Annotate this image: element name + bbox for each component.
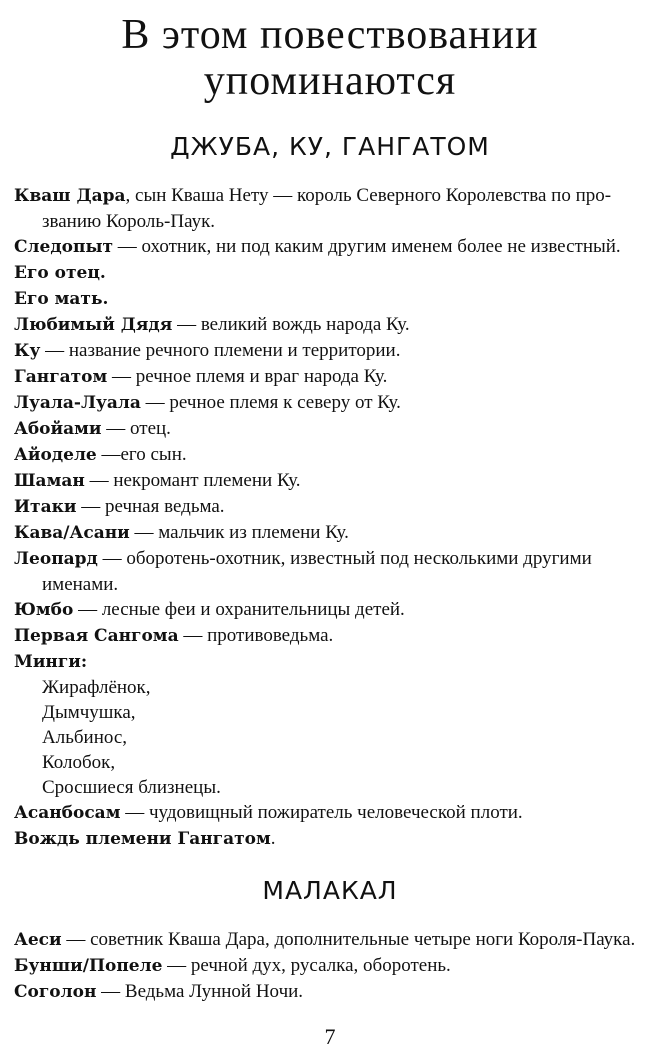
list-item — [14, 312, 650, 338]
entry-term: Его отец. — [14, 263, 106, 283]
entry-description: — название речного племени и территории. — [40, 340, 401, 361]
entry-continuation: званию Король-Паук. — [42, 211, 216, 232]
entry-description: — речной дух, русалка, оборотень. — [162, 955, 451, 976]
list-item — [14, 800, 650, 826]
entry-term: Шаман — [14, 471, 85, 491]
entry-term: Леопард — [14, 549, 98, 569]
page-title-line-1: В этом повествовании — [121, 12, 539, 58]
list-item — [14, 338, 650, 364]
entry-description: — Ведьма Лунной Ночи. — [96, 981, 304, 1002]
entry-term: Юмбо — [14, 600, 74, 620]
entry-description: — оборотень-охотник, известный под несколькими другими — [97, 548, 592, 569]
list-subitem: Жирафлёнок, — [42, 677, 151, 698]
entry-term: Первая Сангома — [14, 626, 179, 646]
entry-term: Соголон — [14, 982, 97, 1002]
entry-description: — лесные феи и охранительницы детей. — [73, 599, 405, 620]
list-subitem: Дымчушка, — [42, 702, 136, 723]
list-item — [14, 979, 650, 1005]
entry-term: Ку — [14, 341, 41, 361]
list-item — [14, 286, 650, 312]
entry-description: . — [270, 828, 276, 849]
entry-description: — охотник, ни под каким другим именем более не известный. — [113, 236, 621, 257]
page-number: 7 — [324, 1024, 336, 1049]
entry-description: — речное племя к северу от Ку. — [140, 392, 401, 413]
list-item — [14, 234, 650, 260]
entry-term: Гангатом — [14, 367, 108, 387]
entry-term: Вождь племени Гангатом — [14, 829, 271, 849]
entry-description: — речное племя и враг народа Ку. — [107, 366, 388, 387]
entry-term: Кава/Асани — [14, 523, 130, 543]
list-item — [14, 442, 650, 468]
entry-term: Аеси — [14, 930, 62, 950]
entry-description: — советник Кваша Дара, дополнительные четыре ноги Короля-Паука. — [61, 929, 636, 950]
entry-term: Любимый Дядя — [14, 315, 173, 335]
entry-term: Луала-Луала — [14, 393, 141, 413]
list-item — [14, 183, 650, 234]
entry-term: Абойами — [14, 419, 102, 439]
list-item — [14, 546, 650, 597]
entry-description: — отец. — [101, 418, 171, 439]
entry-description: — некромант племени Ку. — [84, 470, 301, 491]
entry-description: —его сын. — [96, 444, 187, 465]
entry-term: Айоделе — [14, 445, 97, 465]
list-item — [14, 520, 650, 546]
entry-term: Бунши/Попеле — [14, 956, 163, 976]
entry-term: Минги: — [14, 652, 88, 672]
entry-term: Асанбосам — [14, 803, 121, 823]
entry-description: — чудовищный пожиратель человеческой плоти. — [120, 802, 523, 823]
entry-description: — великий вождь народа Ку. — [172, 314, 410, 335]
entry-description: — мальчик из племени Ку. — [129, 522, 349, 543]
list-item — [14, 364, 650, 390]
entry-term: Кваш Дара — [14, 186, 126, 206]
list-subitem: Альбинос, — [42, 727, 128, 748]
entry-description: , сын Кваша Нету — король Северного Королевства по про- — [125, 185, 612, 206]
list-item — [14, 623, 650, 649]
entry-term: Итаки — [14, 497, 77, 517]
entry-term: Его мать. — [14, 289, 109, 309]
section-heading-malakal: МАЛАКАЛ — [262, 876, 398, 905]
section-heading-djuba-ku-gangatom: ДЖУБА, КУ, ГАНГАТОМ — [170, 132, 490, 161]
list-item — [14, 649, 650, 675]
list-item — [14, 260, 650, 286]
list-item — [14, 597, 650, 623]
list-item — [14, 390, 650, 416]
entry-continuation: именами. — [42, 574, 119, 595]
page-title-line-2: упоминаются — [203, 58, 457, 104]
list-item — [14, 953, 650, 979]
list-item — [14, 494, 650, 520]
character-list-djuba — [14, 183, 650, 852]
entry-term: Следопыт — [14, 237, 114, 257]
list-subitem: Сросшиеся близнецы. — [42, 777, 221, 798]
list-item — [14, 468, 650, 494]
entry-description: — противоведьма. — [178, 625, 334, 646]
list-item — [14, 826, 650, 852]
entry-description: — речная ведьма. — [76, 496, 225, 517]
list-item — [14, 927, 650, 953]
list-item — [14, 416, 650, 442]
character-list-malakal — [14, 927, 650, 1005]
list-subitem: Колобок, — [42, 752, 116, 773]
